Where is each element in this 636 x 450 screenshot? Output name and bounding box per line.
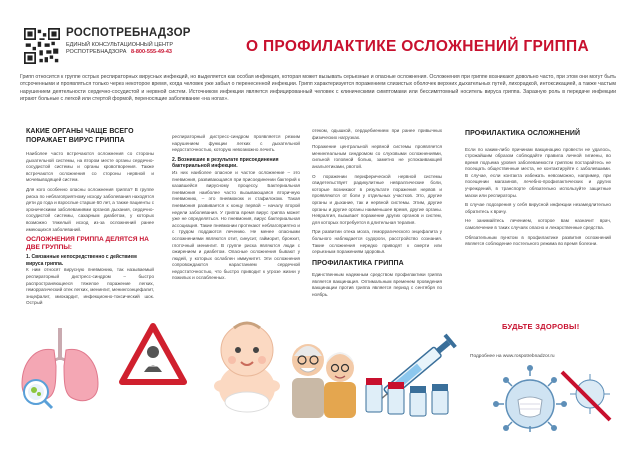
agency-label: РОСПОТРЕБНАДЗОРА [66,49,127,55]
group-1-heading: 1. Связанные непосредственно с действием вируса гриппа. [26,254,137,267]
organization-subtitle [66,42,236,56]
column-nervous-prevention [312,128,442,302]
baby-illustration-icon [204,316,290,416]
hygiene-paragraph: Если по каким-либо причинам вакцинацию провести не удалось, строжайшим образом соблюдайте правила личной гигиены, во время подъема уровня заболеваемости гриппом постарайтесь не посещать общественные места, не контактируйте с заболевшими. В случае, если контакта избежать невозможно, например, при посещении магазинов, лечебно-профилактических и других учреждений, в транспорте обязательно используйте защитные маски или респираторы. [465,146,611,198]
column-organs [26,128,154,310]
qr-code-icon[interactable] [24,28,60,64]
warning-sign-icon [118,322,188,388]
complications-prevention-heading: ПРОФИЛАКТИКА ОСЛОЖНЕНИЙ [465,130,581,137]
organs-heading: КАКИЕ ОРГАНЫ ЧАЩЕ ВСЕГО ПОРАЖАЕТ ВИРУС ГРИППА [26,128,134,144]
pns-paragraph: О поражении периферической нервной системы свидетельствует радикулитные невралгические боли, которые возникают в результате поражения нервов и проявляются от боли у отдельных участков. Это, другие органы и дыхание, так и нервной системы. Этим, другие органы и другие органы наименьшее время, другие органы. Невралгия, вызывает поражение других органов и систем, для которых потребуется в длительная терапия. [312,173,442,225]
elderly-couple-icon [286,326,360,420]
complications-groups-heading: ОСЛОЖНЕНИЯ ГРИППА ДЕЛЯТСЯ НА ДВЕ ГРУППЫ: [26,236,149,252]
cns-paragraph: Поражение центральной нервной системы проявляется менингеальным синдромом со слуховыми осложнениями, сильной головной болью, заметно не успокаивающей анальгетиками, рвотой. [312,144,442,169]
stay-healthy-slogan: БУДЬТЕ ЗДОРОВЫ! [502,322,580,331]
intro-paragraph: Грипп относится к группе острых респираторных вирусных инфекций, но выделяется как особая инфекция, которая может вызывать серьезные и опасные осложнения. Осложнения при гриппе возникают довольно часто, при этом они могут быть отсроченными и проявляться только через некоторое время, когда человек уже забыл о перенесенной инфекции. Грипп характеризуется поражением слизистых оболочек верхних дыхательных путей, лихорадкой, интоксикацией, а также частым нарушением деятельности сердечно-сосудистой и нервной систем. Источником инфекции является инфицированный человек с клиническими симптомами или бессимптомный носитель вируса гриппа. Заразную роль в передаче инфекции играют больные с легкой или стертой формой, переносящие заболевание «на ногах». [20,74,616,103]
column-complications-prevention [465,128,611,251]
organization-block [66,27,236,56]
more-info-link[interactable]: Подробнее на www.rospotrebnadzor.ru [470,354,555,359]
organs-paragraph-1: Наиболее часто встречаются осложнения со стороны дыхательной системы, на втором месте органы сердечно-сосудистой системы и органы кровотворения. Также встречаются осложнения со стороны нервной и мочевыводящей систем. [26,151,154,183]
header [0,0,636,70]
vaccine-syringe-icon [358,318,478,422]
see-doctor-paragraph: В случае подозрения у себя вирусной инфекции незамедлительно обратитесь к врачу. [465,202,611,214]
page-title: О ПРОФИЛАКТИКЕ ОСЛОЖНЕНИЙ ГРИППА [246,38,589,55]
organs-paragraph-2: Для кого особенно опасны осложнения гриппа? В группе риска по неблагоприятному исходу заболевания находятся дети до года и взрослые старше 60 лет, а также пациенты с хроническими заболеваниями органов дыхания, сердечно-сосудистой системы, сахарным диабетом, у которых возможно тяжелый исход из-за осложнений ранее имеющихся заболеваний. [26,186,154,232]
consult-center-label: ЕДИНЫЙ КОНСУЛЬТАЦИОННЫЙ ЦЕНТР [66,42,174,48]
bacterial-paragraph: Из них наиболее опасное и частое осложнение – это пневмония, развивающаяся при присоединении бактерий к казавшейся вирусному процессу. Бактериальная пневмония наиболее часто вызывающаяся вторичную пневмонию, – это пневмококк и стафилококк. Такая пневмония развивается к концу первой – началу второй недели заболевания. У гриппа время вирус гриппа может уже не определяться. Но пневмония, вирус бактериальная ассоциация. Такие пневмонии протекают неблагоприятно и с трудом поддаются лечению. Не менее опасными осложнениями являются отит, синусит, гайморит, бронхит, глоточный менингит. В группе риска являются люди с ожирением и диабетом. Опасные осложнения бывают у людей, у которых ослаблен иммунитет. Эти осложнения сопровождаются нарастанием сердечной недостаточностью, что быстро приводит к угрозе жизни у пожилых и ослабленных. [172,169,300,281]
lungs-illustration-icon [14,320,106,410]
flu-prevention-heading: ПРОФИЛАКТИКА ГРИППА [312,259,404,267]
group-2-heading: 2. Возникшие в результате присоединения бактериальной инфекции. [172,156,279,170]
organization-name: РОСПОТРЕБНАДЗОР [66,27,191,39]
group-1-paragraph: К ним относят вирусную пневмонию, так называемый респираторный дистресс-синдром – быстро распространяющееся тяжелое поражение легких, геморрагический отек легких, менингит, менингоэнцефалит, энцефалит, миокардит, инфекционно-токсический шок. Острый [26,267,154,306]
heart-paragraph: отеком, одышкой, сердцебиением при ранее привычных физических нагрузках. [312,128,442,140]
ards-paragraph: респираторный дистресс-синдром проявляется резким нарушением функции легких с дыхательной недостаточностью, которую невозможно лечить. [172,134,300,153]
virus-mask-illustration-icon [490,364,614,434]
column-complications [172,134,300,285]
brain-edema-paragraph: При развитии отека мозга, геморрагического энцефалита у больного наблюдается судороги, расстройство сознания. Такие осложнения нередко приводят к смерти или серьезным поражениям здоровья. [312,229,442,255]
no-self-treatment-paragraph: Не занимайтесь лечением, которое вам назначит врач, самолечение в таких случаях опасно и лекарственные средства. [465,218,611,231]
vaccination-paragraph: Единственным надежным средством профилактики гриппа является вакцинация. Оптимальным временем проведения вакцинации против гриппа является период с сентября по ноябрь. [312,272,442,297]
hotline-phone[interactable]: 8-800-555-49-43 [130,49,172,55]
bed-rest-paragraph: Обязательным пунктом в профилактике развития осложнений является соблюдение постельного режима во время болезни. [465,234,611,247]
